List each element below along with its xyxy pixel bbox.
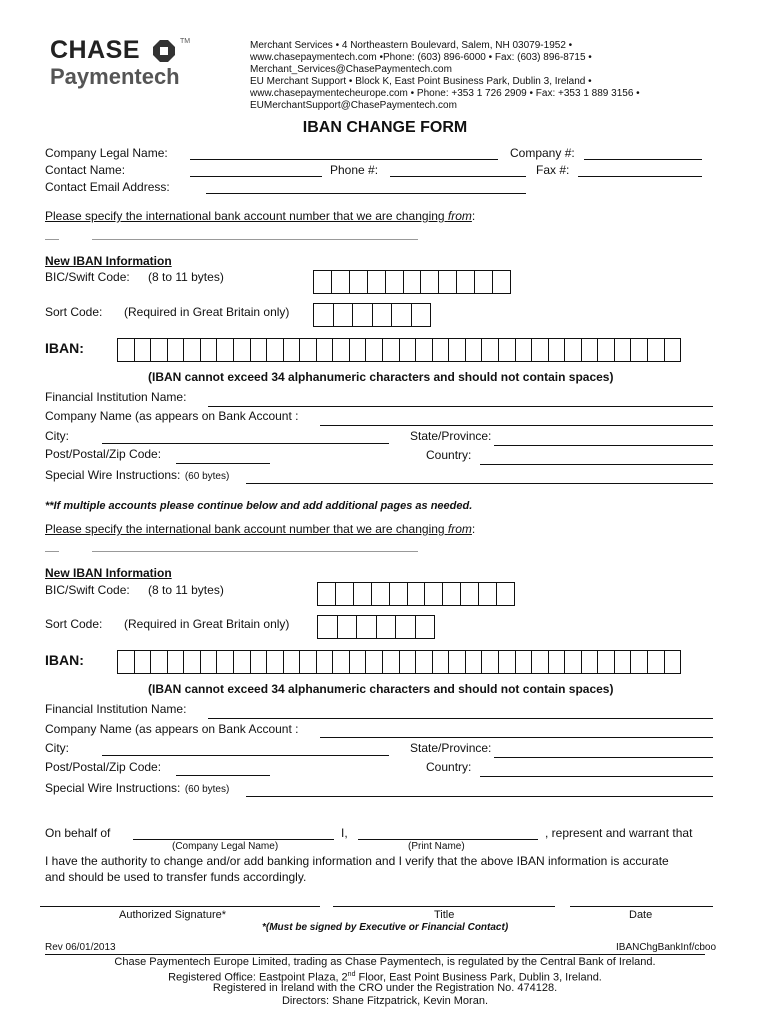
header-line: www.chasepaymentech.com •Phone: (603) 896-6000 • Fax: (603) 896-8715 • <box>250 52 592 63</box>
phone-label: Phone #: <box>330 163 379 177</box>
financial-institution-field[interactable] <box>208 406 713 407</box>
contact-name-label: Contact Name: <box>45 163 126 177</box>
contact-email-label: Contact Email Address: <box>45 180 170 194</box>
iban-label: IBAN: <box>45 340 84 356</box>
country-label: Country: <box>426 760 472 774</box>
specify-prefix: Please specify the international bank account number that we are changing <box>45 522 448 536</box>
new-iban-heading: New IBAN Information <box>45 254 172 268</box>
company-number-field[interactable] <box>584 159 702 160</box>
sort-code-note: (Required in Great Britain only) <box>124 305 290 319</box>
date-field[interactable] <box>570 906 713 907</box>
iban-input[interactable] <box>117 650 681 674</box>
header-line: EU Merchant Support • Block K, East Point Business Park, Dublin 3, Ireland • <box>250 76 592 87</box>
specify-suffix: : <box>471 522 476 536</box>
specify-from-text <box>45 522 475 536</box>
wire-instructions-field[interactable] <box>246 483 713 484</box>
company-bank-name-label: Company Name (as appears on Bank Account : <box>45 722 299 736</box>
chase-paymentech-logo <box>48 34 198 94</box>
header-line: Merchant_Services@ChasePaymentech.com <box>250 64 452 75</box>
city-label: City: <box>45 429 69 443</box>
fax-field[interactable] <box>578 176 702 177</box>
postal-field[interactable] <box>176 463 270 464</box>
wire-note: (60 bytes) <box>184 784 230 795</box>
city-field[interactable] <box>102 755 389 756</box>
authorized-signature-field[interactable] <box>40 906 320 907</box>
bic-label: BIC/Swift Code: <box>45 270 130 284</box>
old-iban-field-short[interactable] <box>45 239 59 240</box>
bic-swift-input[interactable] <box>317 582 515 606</box>
wire-instructions-field[interactable] <box>246 796 713 797</box>
date-caption: Date <box>629 909 653 921</box>
sort-code-input[interactable] <box>317 615 435 639</box>
financial-institution-field[interactable] <box>208 718 713 719</box>
title-field[interactable] <box>333 906 555 907</box>
old-iban-field[interactable] <box>92 551 418 552</box>
sort-code-input[interactable] <box>313 303 431 327</box>
header-line: www.chasepaymentecheurope.com • Phone: +353 1 726 2909 • Fax: +353 1 889 3156 • <box>250 88 640 99</box>
bic-label: BIC/Swift Code: <box>45 583 130 597</box>
contact-email-field[interactable] <box>206 193 526 194</box>
contact-name-field[interactable] <box>190 176 322 177</box>
footer-line-2-a: Registered Office: Eastpoint Plaza, 2 <box>168 971 348 984</box>
new-iban-heading: New IBAN Information <box>45 566 172 580</box>
footer-divider <box>45 954 705 955</box>
iban-label: IBAN: <box>45 652 84 668</box>
signature-note: *(Must be signed by Executive or Financial Contact) <box>262 922 509 933</box>
wire-label: Special Wire Instructions: <box>45 781 181 795</box>
title-caption: Title <box>434 909 455 921</box>
financial-institution-label: Financial Institution Name: <box>45 390 187 404</box>
on-behalf-label: On behalf of <box>45 826 111 840</box>
iban-input[interactable] <box>117 338 681 362</box>
footer-line-2-b: Floor, East Point Business Park, Dublin 3, Ireland. <box>355 971 602 984</box>
logo-tm: TM <box>180 38 191 45</box>
fax-label: Fax #: <box>536 163 570 177</box>
old-iban-field-short[interactable] <box>45 551 59 552</box>
postal-label: Post/Postal/Zip Code: <box>45 447 162 461</box>
footer-line-2-sup: nd <box>347 971 356 978</box>
wire-note: (60 bytes) <box>184 471 230 482</box>
postal-label: Post/Postal/Zip Code: <box>45 760 162 774</box>
city-label: City: <box>45 741 69 755</box>
company-legal-name-caption: (Company Legal Name) <box>172 841 279 852</box>
authority-text-2: and should be used to transfer funds accordingly. <box>45 870 307 884</box>
sort-code-note: (Required in Great Britain only) <box>124 617 290 631</box>
specify-from-word: from <box>447 522 472 536</box>
company-legal-name-label: Company Legal Name: <box>45 146 168 160</box>
header-line: EUMerchantSupport@ChasePaymentech.com <box>250 100 457 111</box>
country-label: Country: <box>426 448 472 462</box>
specify-suffix: : <box>471 209 476 223</box>
bic-note: (8 to 11 bytes) <box>148 583 224 597</box>
bic-swift-input[interactable] <box>313 270 511 294</box>
state-field[interactable] <box>494 445 713 446</box>
header-address <box>250 40 640 112</box>
iban-note: (IBAN cannot exceed 34 alphanumeric characters and should not contain spaces) <box>148 682 614 696</box>
footer-line-1: Chase Paymentech Europe Limited, trading as Chase Paymentech, is regulated by the Central Bank of Ireland. <box>114 956 656 968</box>
country-field[interactable] <box>480 464 713 465</box>
state-label: State/Province: <box>410 429 492 443</box>
chase-octagon-icon <box>152 39 176 63</box>
company-bank-name-field[interactable] <box>320 737 713 738</box>
revision-date: Rev 06/01/2013 <box>45 942 116 953</box>
footer-line-3: Registered in Ireland with the CRO under the Registration No. 474128. <box>212 982 558 994</box>
logo-sub: Paymentech <box>50 64 180 89</box>
iban-note: (IBAN cannot exceed 34 alphanumeric characters and should not contain spaces) <box>148 370 614 384</box>
multiple-accounts-note: **If multiple accounts please continue below and add additional pages as needed. <box>45 500 473 512</box>
sort-code-label: Sort Code: <box>45 305 103 319</box>
represent-text: , represent and warrant that <box>545 826 693 840</box>
wire-label: Special Wire Instructions: <box>45 468 181 482</box>
company-bank-name-label: Company Name (as appears on Bank Account : <box>45 409 299 423</box>
bic-note: (8 to 11 bytes) <box>148 270 224 284</box>
print-name-field[interactable] <box>358 839 538 840</box>
company-bank-name-field[interactable] <box>320 425 713 426</box>
footer-line-4: Directors: Shane Fitzpatrick, Kevin Moran. <box>281 995 489 1007</box>
city-field[interactable] <box>102 443 389 444</box>
company-legal-name-signature-field[interactable] <box>133 839 334 840</box>
old-iban-field[interactable] <box>92 239 418 240</box>
postal-field[interactable] <box>176 775 270 776</box>
wire-instructions-label <box>45 466 229 484</box>
specify-prefix: Please specify the international bank account number that we are changing <box>45 209 448 223</box>
country-field[interactable] <box>480 776 713 777</box>
financial-institution-label: Financial Institution Name: <box>45 702 187 716</box>
phone-field[interactable] <box>390 176 526 177</box>
print-name-caption: (Print Name) <box>408 841 465 852</box>
wire-instructions-label <box>45 779 229 797</box>
authorized-signature-caption: Authorized Signature* <box>119 909 227 921</box>
state-label: State/Province: <box>410 741 492 755</box>
i-label: I, <box>341 826 348 840</box>
logo-brand: CHASE <box>50 36 141 64</box>
form-code: IBANChgBankInf/cboo <box>616 942 717 953</box>
company-legal-name-field[interactable] <box>190 159 498 160</box>
sort-code-label: Sort Code: <box>45 617 103 631</box>
page-title: IBAN CHANGE FORM <box>302 119 468 136</box>
header-line: Merchant Services • 4 Northeastern Boulevard, Salem, NH 03079-1952 • <box>250 40 573 51</box>
company-number-label: Company #: <box>510 146 575 160</box>
specify-from-text <box>45 209 475 223</box>
authority-text-1: I have the authority to change and/or add banking information and I verify that the above IBAN information is accurate <box>45 854 669 868</box>
state-field[interactable] <box>494 757 713 758</box>
specify-from-word: from <box>447 209 472 223</box>
